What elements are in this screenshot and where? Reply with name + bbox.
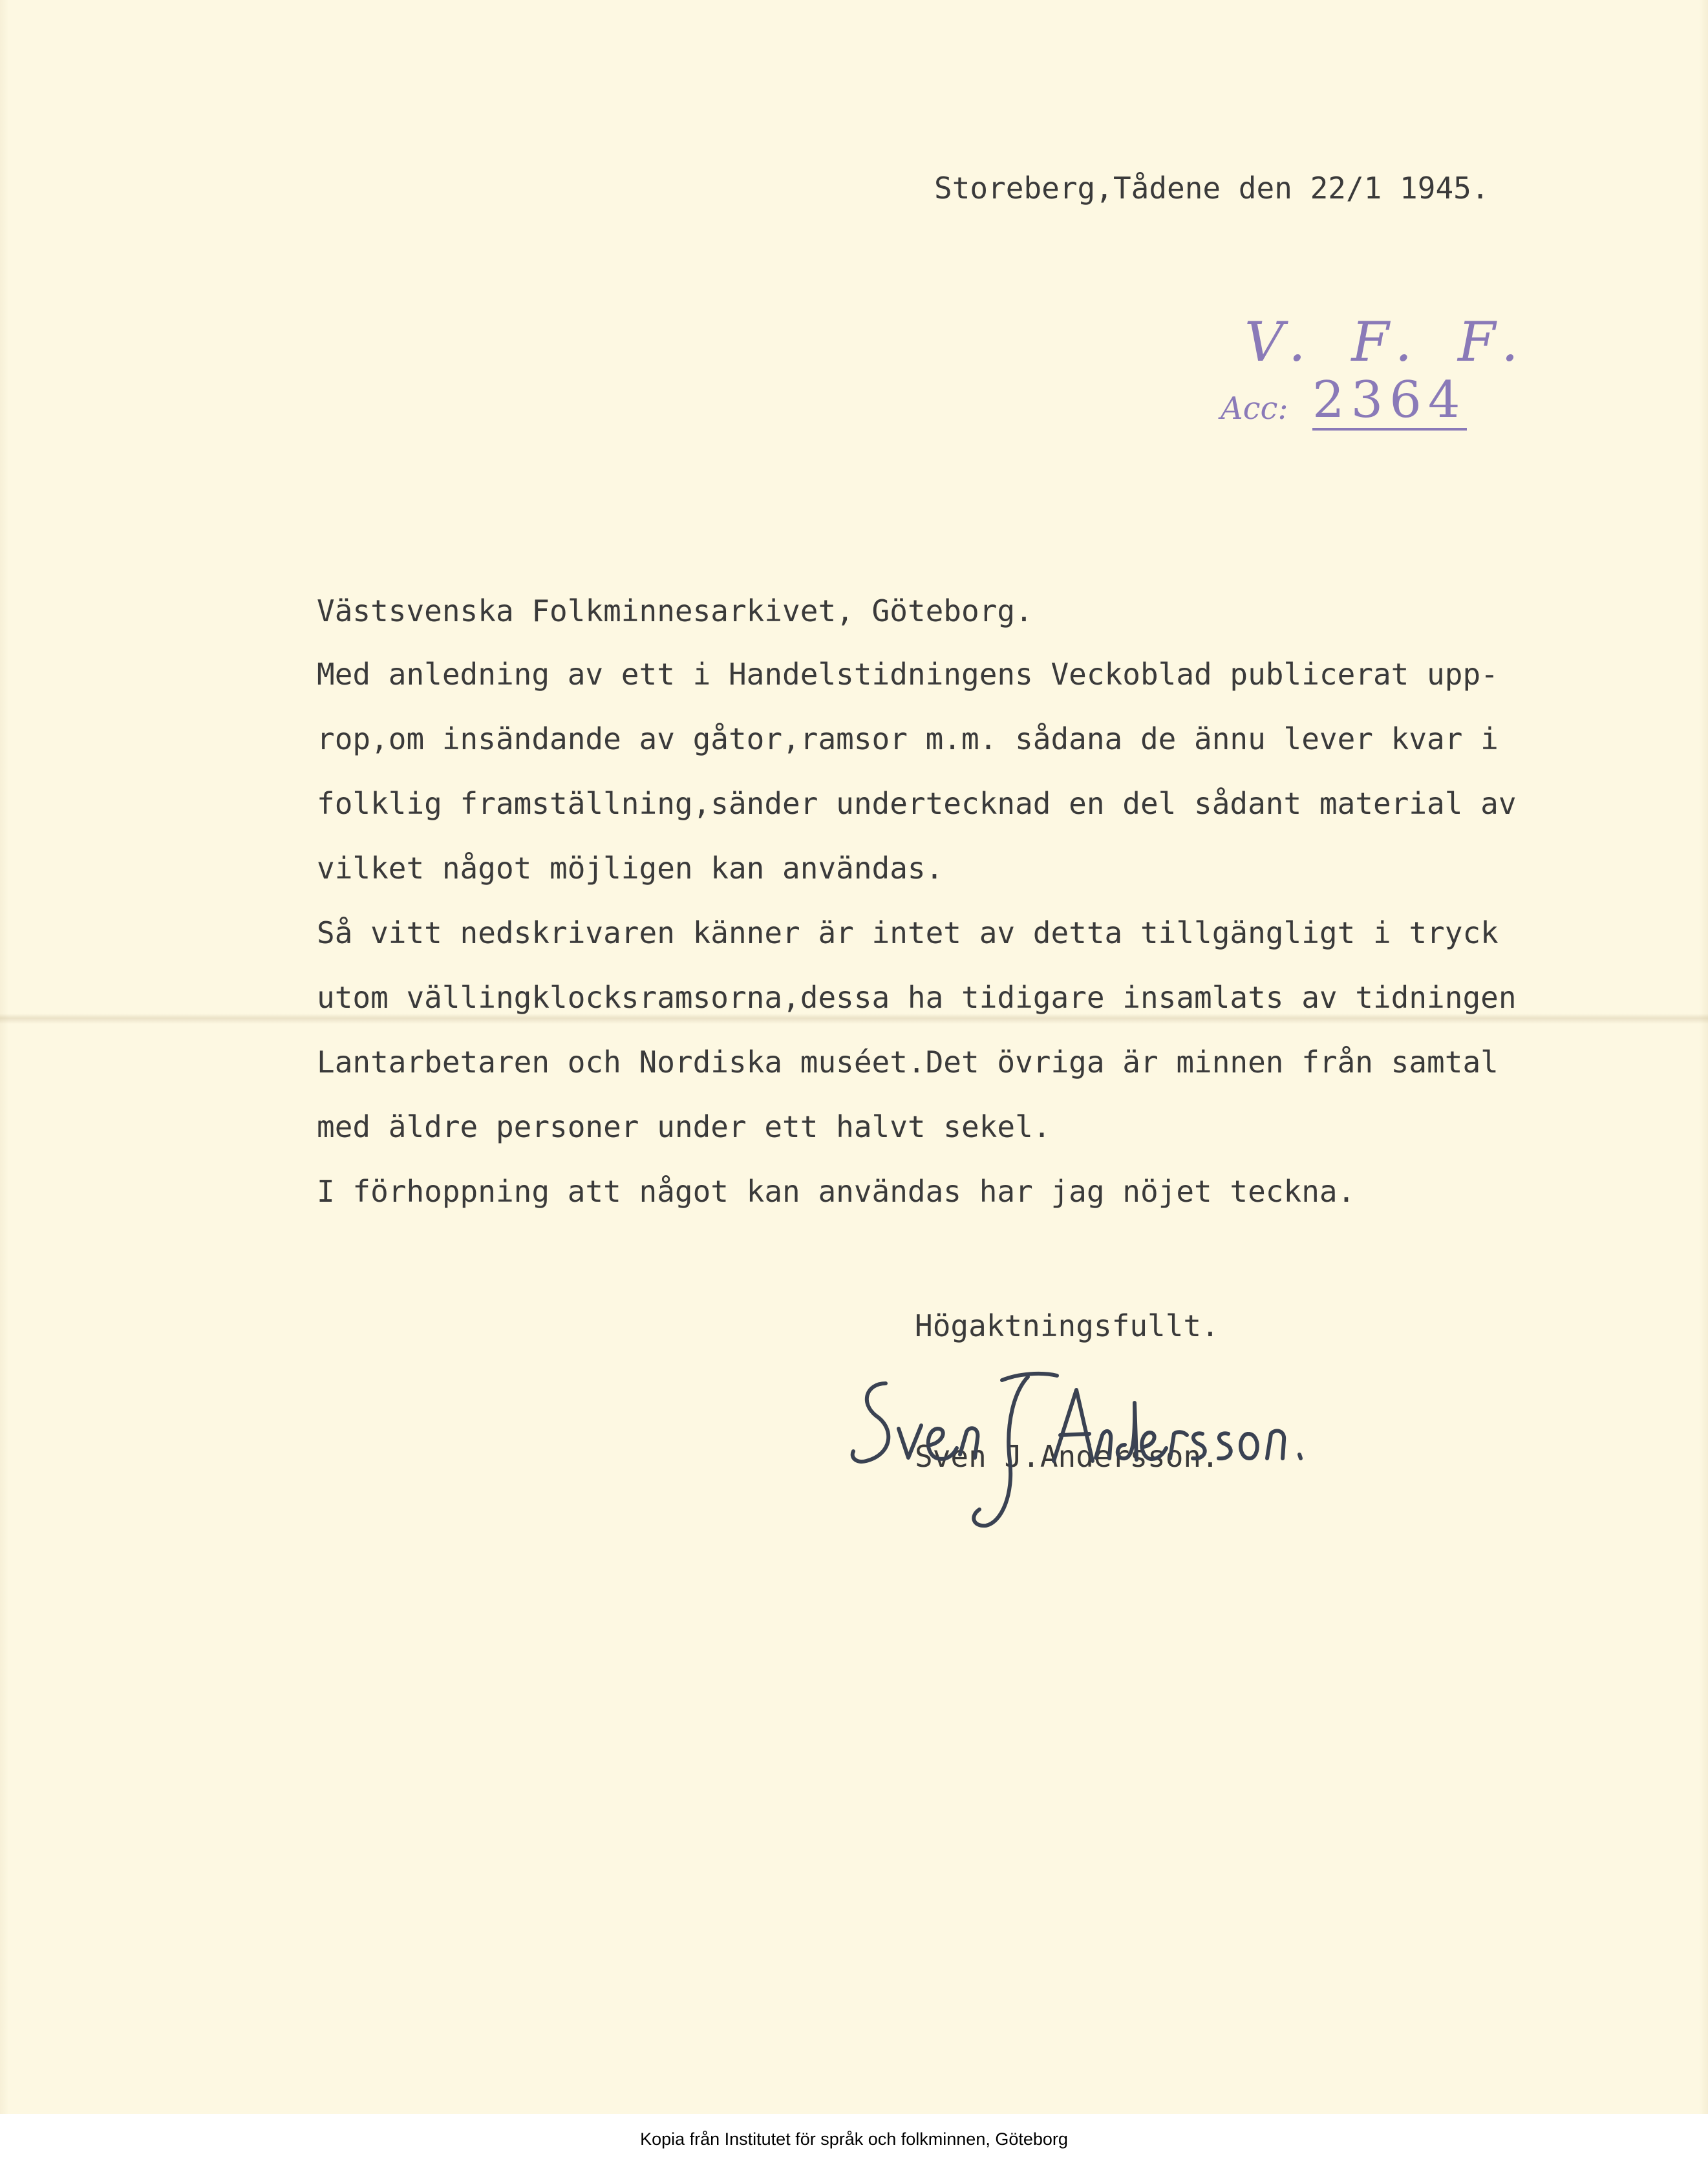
footer-copy-notice: Kopia från Institutet för språk och folkminnen, Göteborg: [640, 2129, 1068, 2149]
dateline: Storeberg,Tådene den 22/1 1945.: [934, 171, 1489, 206]
body-line: Så vitt nedskrivaren känner är intet av detta tillgängligt i tryck: [317, 915, 1499, 950]
archive-stamp-acc-label: Acc:: [1221, 390, 1288, 427]
handwritten-signature: [840, 1364, 1345, 1532]
closing: Högaktningsfullt.: [915, 1308, 1219, 1343]
footer-bar: [0, 2114, 1708, 2163]
body-line: I förhoppning att något kan användas har jag nöjet teckna.: [317, 1174, 1356, 1209]
body-line: Med anledning av ett i Handelstidningens Veckoblad publicerat upp-: [317, 657, 1499, 692]
body-line: rop,om insändande av gåtor,ramsor m.m. sådana de ännu lever kvar i: [317, 721, 1499, 756]
body-line: med äldre personer under ett halvt sekel.: [317, 1109, 1051, 1144]
body-line: Lantarbetaren och Nordiska muséet.Det övriga är minnen från samtal: [317, 1045, 1499, 1080]
archive-stamp-initials: V. F. F.: [1244, 310, 1533, 374]
archive-stamp-acc-number: 2364: [1312, 371, 1467, 429]
letter-body: [317, 659, 1517, 1241]
signer-name: Sven J.Andersson.: [915, 1439, 1219, 1474]
body-line: utom vällingklocksramsorna,dessa ha tidigare insamlats av tidningen: [317, 980, 1517, 1015]
addressee: Västsvenska Folkminnesarkivet, Göteborg.: [317, 593, 1033, 628]
body-line: vilket något möjligen kan användas.: [317, 851, 944, 886]
body-line: folklig framställning,sänder undertecknad en del sådant material av: [317, 786, 1517, 821]
